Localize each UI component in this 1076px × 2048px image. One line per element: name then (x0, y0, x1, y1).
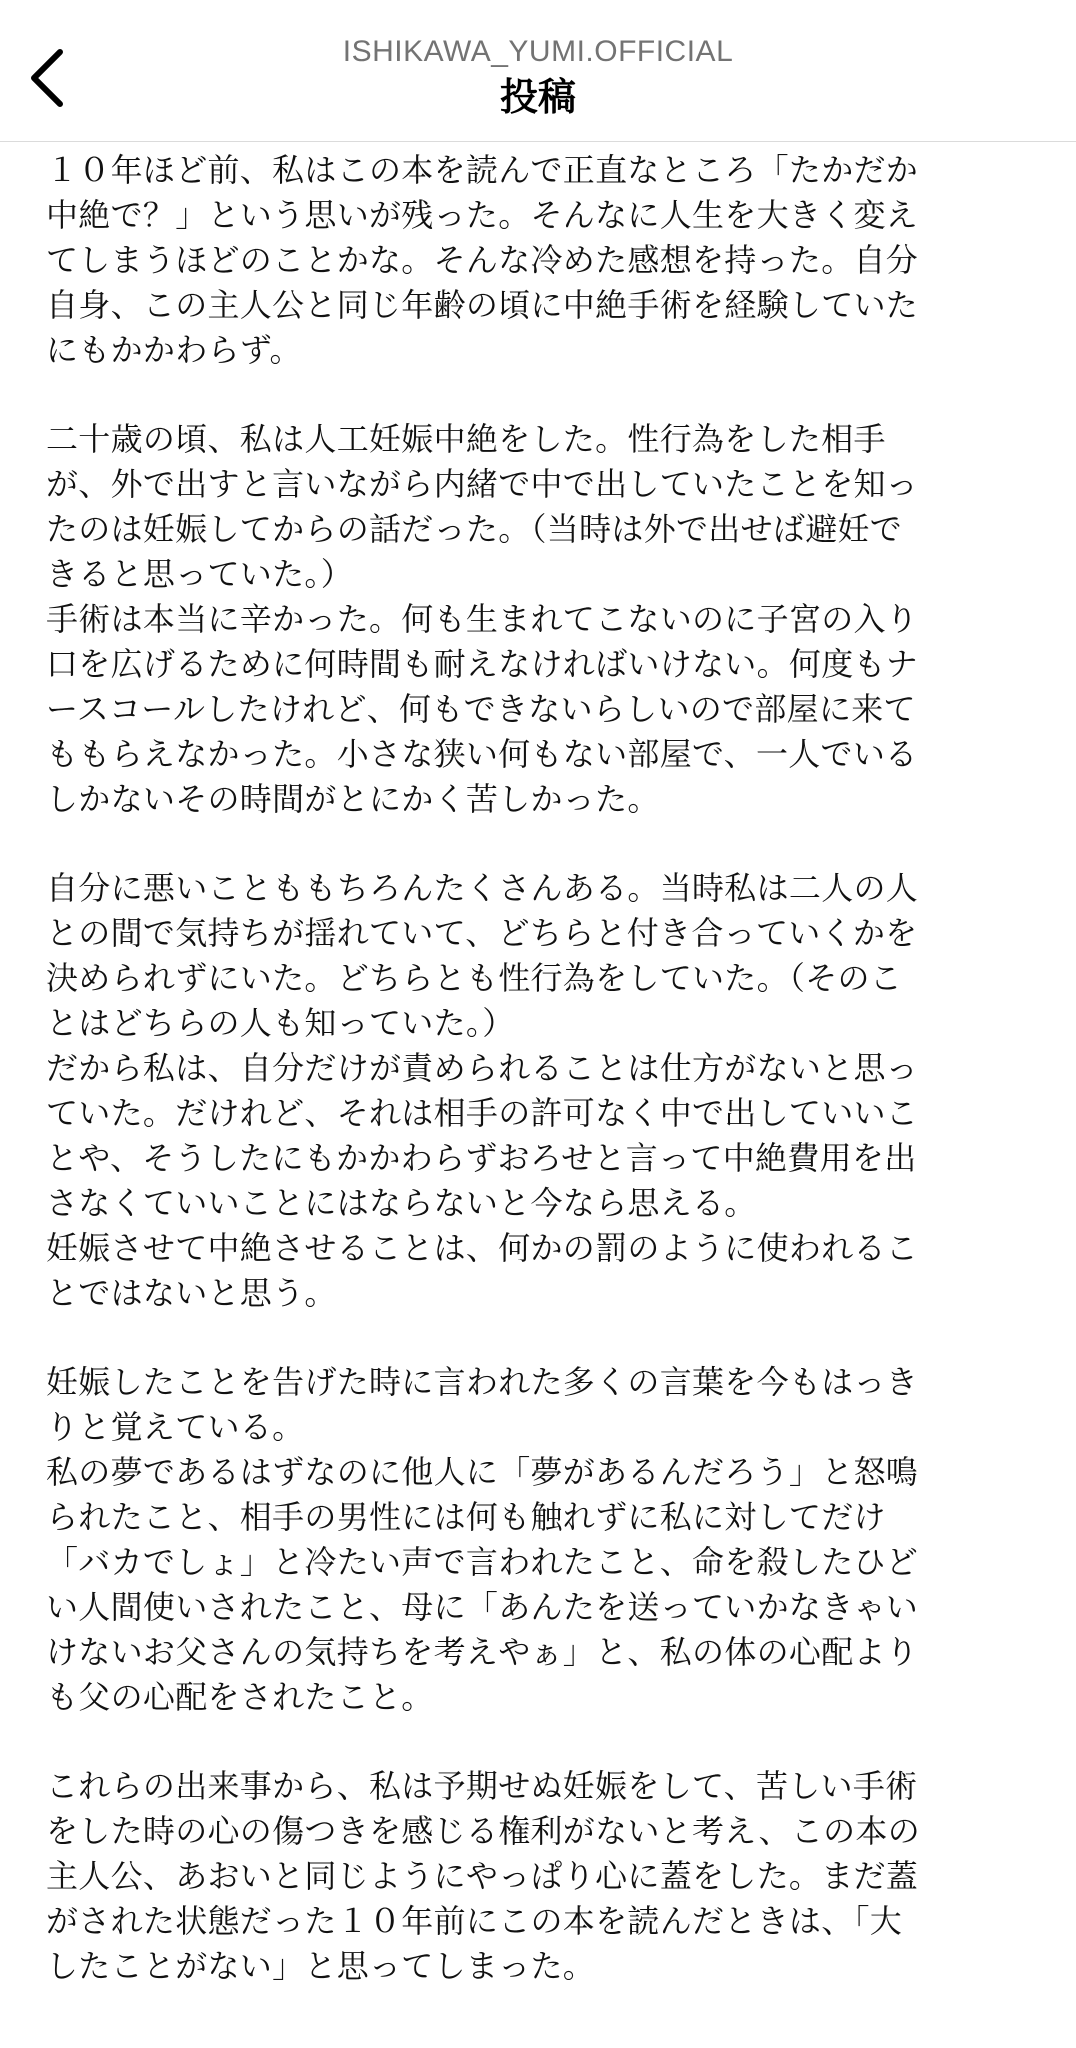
caption-paragraph: これらの出来事から、私は予期せぬ妊娠をして、苦しい手術 をした時の心の傷つきを感じる権利がないと考え、この本の 主人公、あおいと同じようにやっぱり心に蓋をした。まだ蓋 がされた状態だった１０年前にこの本を読んだときは、「大 したことがない」と思ってしまった。 (46, 1767, 921, 1985)
caption-paragraph: 妊娠したことを告げた時に言われた多くの言葉を今もはっき りと覚えている。 (46, 1363, 919, 1446)
paragraph-spacer (46, 1316, 1030, 1360)
top-nav-bar (0, 0, 1076, 142)
caption-paragraph: 自分に悪いことももちろんたくさんある。当時私は二人の人 との間で気持ちが揺れていて、どちらと付き合っていくかを 決められずにいた。どちらとも性行為をしていた。（そのこ とはどちらの人も知っていた。） (46, 869, 919, 1042)
caption-paragraph: 私の夢であるはずなのに他人に「夢があるんだろう」と怒鳴 られたこと、相手の男性には何も触れずに私に対してだけ 「バカでしょ」と冷たい声で言われたこと、命を殺したひど い人間使いされたこと、母に「あんたを送っていかなきゃい けないお父さんの気持ちを考えやぁ」と、私の体の心配より も父の心配をされたこと。 (46, 1453, 919, 1716)
paragraph-spacer (46, 822, 1030, 866)
caption-paragraph: 妊娠させて中絶させることは、何かの罰のように使われるこ とではないと思う。 (46, 1229, 919, 1312)
post-caption (46, 148, 1030, 1989)
page-title: 投稿 (499, 75, 576, 119)
caption-paragraph: だから私は、自分だけが責められることは仕方がないと思っ ていた。だけれど、それは相手の許可なく中で出していいこ とや、そうしたにもかかわらずおろせと言って中絶費用を出 さなくていいことにはならないと今なら思える。 (46, 1049, 919, 1222)
account-username[interactable]: ISHIKAWA_YUMI.OFFICIAL (342, 35, 734, 68)
paragraph-spacer (46, 373, 1030, 417)
caption-paragraph: 手術は本当に辛かった。何も生まれてこないのに子宮の入り 口を広げるために何時間も耐えなければいけない。何度もナ ースコールしたけれど、何もできないらしいので部屋に来て ももらえなかった。小さな狭い何もない部屋で、一人でいる しかないその時間がとにかく苦しかった。 (46, 600, 919, 818)
caption-paragraph: 二十歳の頃、私は人工妊娠中絶をした。性行為をした相手 が、外で出すと言いながら内緒で中で出していたことを知っ たのは妊娠してからの話だった。（当時は外で出せば避妊で きると思っていた。） (46, 420, 919, 593)
paragraph-spacer (46, 1720, 1030, 1764)
caption-paragraph: １０年ほど前、私はこの本を読んで正直なところ「たかだか 中絶で？」という思いが残った。そんなに人生を大きく変え てしまうほどのことかな。そんな冷めた感想を持った。自分 自身、この主人公と同じ年齢の頃に中絶手術を経験していた にもかかわらず。 (46, 151, 919, 369)
